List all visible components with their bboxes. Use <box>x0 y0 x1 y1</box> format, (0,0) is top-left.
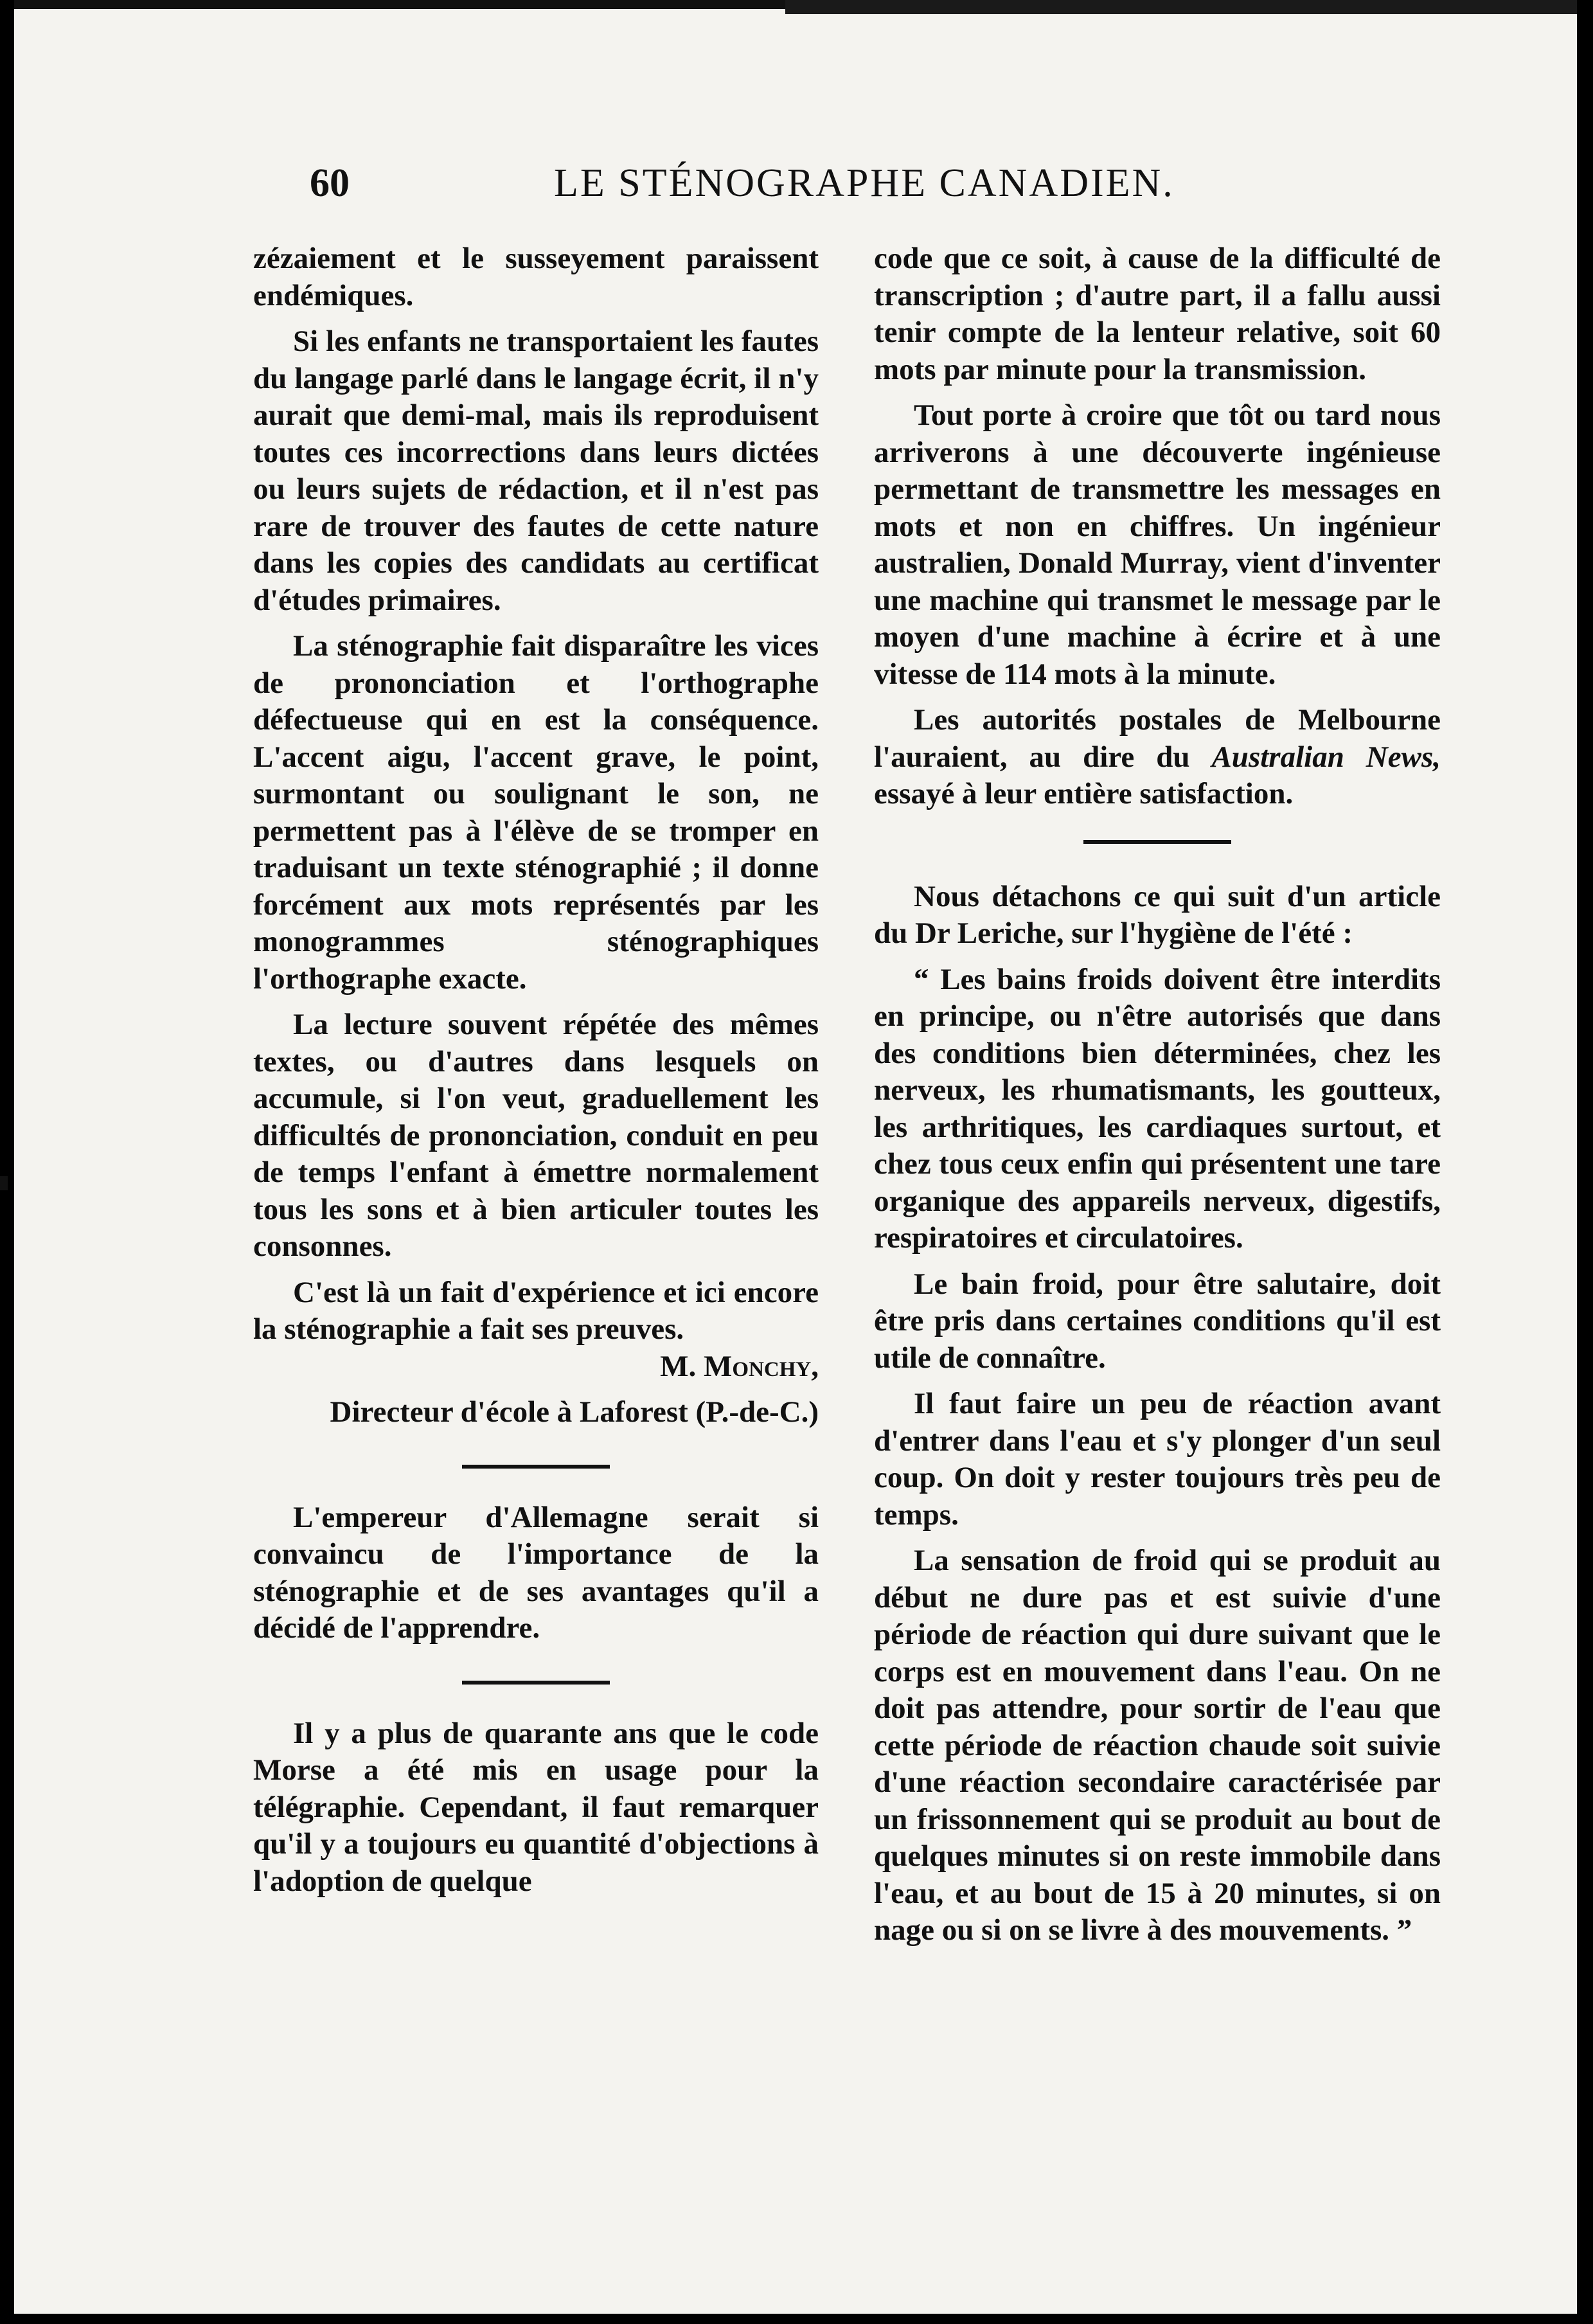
paragraph: Il faut faire un peu de réaction avant d'entrer dans l'eau et s'y plonger d'un seul coup. On doit y rester toujours très peu de temps. <box>874 1387 1441 1532</box>
scanned-page <box>14 0 1577 2314</box>
paragraph: La sensation de froid qui se produit au début ne dure pas et est suivie d'une période de réaction qui dure suivant que le corps est en mouvement dans l'eau. On ne doit pas attendre, pour sortir de l'eau que cette période de réaction chaude soit suivie d'une réaction secondaire caractérisée par un frissonnement qui se produit au bout de quelques minutes si on reste immobile dans l'eau, et au bout de 15 à 20 minutes, si on nage ou si on se livre à des mouvements. ” <box>874 1544 1441 1947</box>
paragraph: L'empereur d'Allemagne serait si convaincu de l'importance de la sténographie et de ses avantages qu'il a décidé de l'apprendre. <box>253 1500 819 1645</box>
page-header <box>297 161 1454 219</box>
text-span: Les autorités postales de Melbourne l'auraient, au dire du <box>874 703 1441 774</box>
author-affiliation: Directeur d'école à Laforest (P.-de-C.) <box>330 1395 819 1429</box>
left-column <box>253 240 819 1909</box>
text-span: essayé à leur entière satisfaction. <box>874 777 1294 810</box>
quotation-paragraph: “ Les bains froids doivent être interdits en principe, ou n'être autorisés que dans des conditions bien déterminées, chez les nerveux, les rhumatismants, les goutteux, les arthritiques, les cardiaques surtout, et chez tous ceux enfin qui présentent une tare organique des appareils nerveux, digestifs, respiratoires et circulatoires. <box>874 962 1441 1255</box>
journal-title: LE STÉNOGRAPHE CANADIEN. <box>554 161 1175 205</box>
paragraph <box>874 702 1441 813</box>
signature-initial: M. <box>660 1349 697 1383</box>
signature-name: Monchy, <box>704 1349 819 1383</box>
section-divider <box>462 1465 610 1469</box>
paragraph: code que ce soit, à cause de la difficulté de transcription ; d'autre part, il a fallu aussi tenir compte de la lenteur relative, soit 60 mots par minute pour la transmission. <box>874 242 1441 386</box>
paragraph: La sténographie fait disparaître les vices de prononciation et l'orthographe défectueuse qui en est la conséquence. L'accent aigu, l'accent grave, le point, surmontant ou soulignant le son, ne permettent pas à l'élève de se tromper en traduisant un texte sténographié ; il donne forcément aux mots représentés par les monogrammes sténographiques l'orthographe exacte. <box>253 629 819 996</box>
paragraph: Tout porte à croire que tôt ou tard nous arriverons à une découverte ingénieuse permettant de transmettre les messages en mots et non en chiffres. Un ingénieur australien, Donald Murray, vient d'inventer une machine qui transmet le message par le moyen d'une machine à écrire et à une vitesse de 114 mots à la minute. <box>874 398 1441 691</box>
paragraph: zézaiement et le susseyement paraissent endémiques. <box>253 242 819 312</box>
author-signature <box>253 1348 819 1386</box>
paragraph: C'est là un fait d'expérience et ici encore la sténographie a fait ses preuves. <box>253 1275 819 1346</box>
paragraph: Le bain froid, pour être salutaire, doit être pris dans certaines conditions qu'il est utile de connaître. <box>874 1267 1441 1375</box>
paragraph: Nous détachons ce qui suit d'un article du Dr Leriche, sur l'hygiène de l'été : <box>874 879 1441 950</box>
paragraph: Il y a plus de quarante ans que le code Morse a été mis en usage pour la télégraphie. Cependant, il faut remarquer qu'il y a toujours eu quantité d'objections à l'adoption de quelque <box>253 1716 819 1898</box>
right-column <box>874 240 1441 1958</box>
newspaper-title: Australian News, <box>1211 740 1441 774</box>
paragraph: La lecture souvent répétée des mêmes textes, ou d'autres dans lesquels on accumule, si l'on veut, graduellement les difficultés de prononciation, conduit en peu de temps l'enfant à émettre normalement tous les sons et à bien articuler toutes les consonnes. <box>253 1008 819 1263</box>
paragraph: Si les enfants ne transportaient les fautes du langage parlé dans le langage écrit, il n'y aurait que demi-mal, mais ils reproduisent toutes ces incorrections dans leurs dictées ou leurs sujets de rédaction, et il n'est pas rare de trouver des fautes de cette nature dans les copies des candidats au certificat d'études primaires. <box>253 325 819 617</box>
scan-edge-shadow <box>785 0 1577 14</box>
section-divider <box>462 1681 610 1685</box>
page-number: 60 <box>310 161 350 205</box>
scan-mark <box>0 1176 8 1190</box>
section-divider <box>1083 840 1231 844</box>
